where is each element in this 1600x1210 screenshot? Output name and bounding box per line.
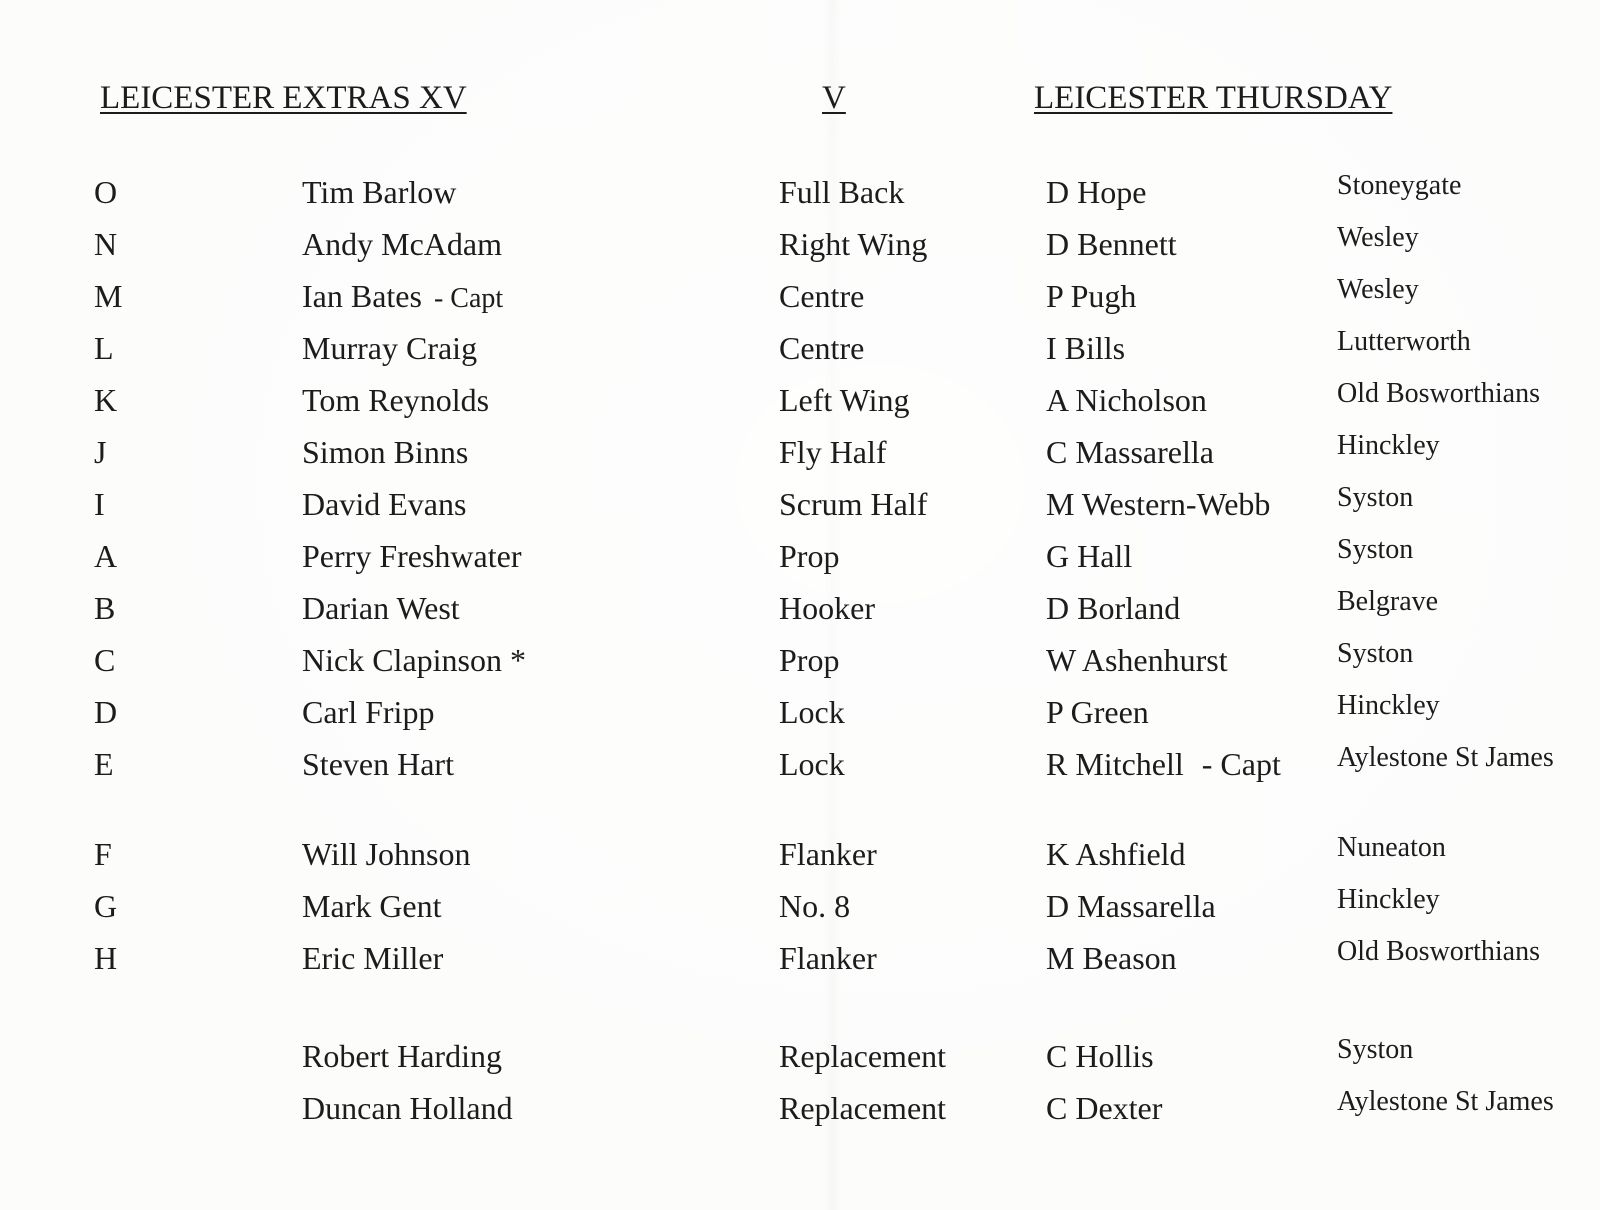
position-label: No. 8: [779, 888, 851, 924]
shirt-letter: E: [94, 746, 114, 782]
away-player-name: C Dexter: [1046, 1090, 1163, 1126]
away-player-name: R Mitchell: [1046, 746, 1184, 782]
away-player-name: K Ashfield: [1046, 836, 1186, 872]
shirt-letter: O: [94, 174, 118, 210]
club-name: Lutterworth: [1337, 326, 1471, 357]
away-player-name: D Hope: [1046, 174, 1147, 210]
position-label: Replacement: [779, 1090, 947, 1126]
home-player-name: Simon Binns: [302, 434, 469, 470]
club-name: Old Bosworthians: [1337, 936, 1540, 967]
away-player-name: P Green: [1046, 694, 1149, 730]
shirt-letter: H: [94, 940, 118, 976]
position-label: Full Back: [779, 174, 905, 210]
position-label: Left Wing: [779, 382, 910, 418]
position-label: Centre: [779, 330, 865, 366]
lineup-row: [0, 586, 1600, 630]
position-label: Lock: [779, 694, 845, 730]
lineup-row: [0, 1034, 1600, 1078]
club-name: Syston: [1337, 482, 1414, 513]
club-name: Aylestone St James: [1337, 1086, 1554, 1117]
lineup-row: [0, 742, 1600, 786]
home-player-name: David Evans: [302, 486, 467, 522]
shirt-letter: N: [94, 226, 118, 262]
position-label: Flanker: [779, 940, 877, 976]
home-player-name: Duncan Holland: [302, 1090, 513, 1126]
lineup-row: [0, 222, 1600, 266]
home-player-name: Perry Freshwater: [302, 538, 522, 574]
position-label: Fly Half: [779, 434, 887, 470]
away-player-name: P Pugh: [1046, 278, 1137, 314]
position-label: Prop: [779, 538, 840, 574]
shirt-letter: C: [94, 642, 116, 678]
position-label: Flanker: [779, 836, 877, 872]
position-label: Prop: [779, 642, 840, 678]
shirt-letter: D: [94, 694, 118, 730]
away-player-name: M Western-Webb: [1046, 486, 1271, 522]
club-name: Nuneaton: [1337, 832, 1446, 863]
club-name: Hinckley: [1337, 884, 1440, 915]
club-name: Belgrave: [1337, 586, 1439, 617]
home-player-name: Mark Gent: [302, 888, 442, 924]
away-player-name: D Borland: [1046, 590, 1181, 626]
position-label: Hooker: [779, 590, 875, 626]
club-name: Syston: [1337, 534, 1414, 565]
position-label: Replacement: [779, 1038, 947, 1074]
home-player-name: Ian Bates: [302, 278, 422, 314]
away-player-name: A Nicholson: [1046, 382, 1207, 418]
lineup-row: [0, 638, 1600, 682]
away-player-name: D Bennett: [1046, 226, 1177, 262]
home-player-name: Carl Fripp: [302, 694, 435, 730]
club-name: Aylestone St James: [1337, 742, 1554, 773]
away-player-cell: [1046, 742, 1281, 786]
lineup-row: [0, 274, 1600, 318]
home-player-name: Andy McAdam: [302, 226, 502, 262]
lineup-row: [0, 832, 1600, 876]
home-player-name: Steven Hart: [302, 746, 454, 782]
home-player-name: Murray Craig: [302, 330, 478, 366]
club-name: Wesley: [1337, 222, 1419, 253]
away-team-title: LEICESTER THURSDAY: [1034, 80, 1393, 116]
shirt-letter: F: [94, 836, 112, 872]
shirt-letter: A: [94, 538, 118, 574]
position-label: Centre: [779, 278, 865, 314]
club-name: Wesley: [1337, 274, 1419, 305]
home-player-name: Eric Miller: [302, 940, 444, 976]
club-name: Syston: [1337, 638, 1414, 669]
shirt-letter: M: [94, 278, 123, 314]
position-label: Right Wing: [779, 226, 928, 262]
club-name: Syston: [1337, 1034, 1414, 1065]
away-player-name: W Ashenhurst: [1046, 642, 1228, 678]
lineup-row: [0, 690, 1600, 734]
home-player-name: Will Johnson: [302, 836, 471, 872]
lineup-row: [0, 430, 1600, 474]
lineup-row: [0, 534, 1600, 578]
position-label: Scrum Half: [779, 486, 928, 522]
position-label: Lock: [779, 746, 845, 782]
lineup-row: [0, 482, 1600, 526]
captain-note: - Capt: [433, 283, 504, 314]
home-player-name: Nick Clapinson *: [302, 642, 526, 678]
home-player-cell: [302, 274, 503, 321]
lineup-row: [0, 170, 1600, 214]
shirt-letter: K: [94, 382, 118, 418]
lineup-row: [0, 936, 1600, 980]
versus-label: V: [822, 80, 846, 116]
away-player-name: I Bills: [1046, 330, 1126, 366]
away-player-name: G Hall: [1046, 538, 1133, 574]
captain-note: - Capt: [1201, 746, 1281, 782]
lineup-row: [0, 378, 1600, 422]
club-name: Hinckley: [1337, 430, 1440, 461]
club-name: Stoneygate: [1337, 170, 1462, 201]
shirt-letter: G: [94, 888, 118, 924]
shirt-letter: L: [94, 330, 114, 366]
shirt-letter: J: [94, 434, 107, 470]
home-player-name: Tom Reynolds: [302, 382, 490, 418]
home-player-name: Darian West: [302, 590, 460, 626]
home-player-name: Robert Harding: [302, 1038, 502, 1074]
club-name: Hinckley: [1337, 690, 1440, 721]
home-player-name: Tim Barlow: [302, 174, 457, 210]
away-player-name: C Hollis: [1046, 1038, 1154, 1074]
away-player-name: D Massarella: [1046, 888, 1216, 924]
shirt-letter: B: [94, 590, 116, 626]
lineup-row: [0, 326, 1600, 370]
lineup-row: [0, 884, 1600, 928]
club-name: Old Bosworthians: [1337, 378, 1540, 409]
shirt-letter: I: [94, 486, 105, 522]
away-player-name: C Massarella: [1046, 434, 1214, 470]
lineup-row: [0, 1086, 1600, 1130]
home-team-title: LEICESTER EXTRAS XV: [100, 80, 467, 116]
away-player-name: M Beason: [1046, 940, 1177, 976]
